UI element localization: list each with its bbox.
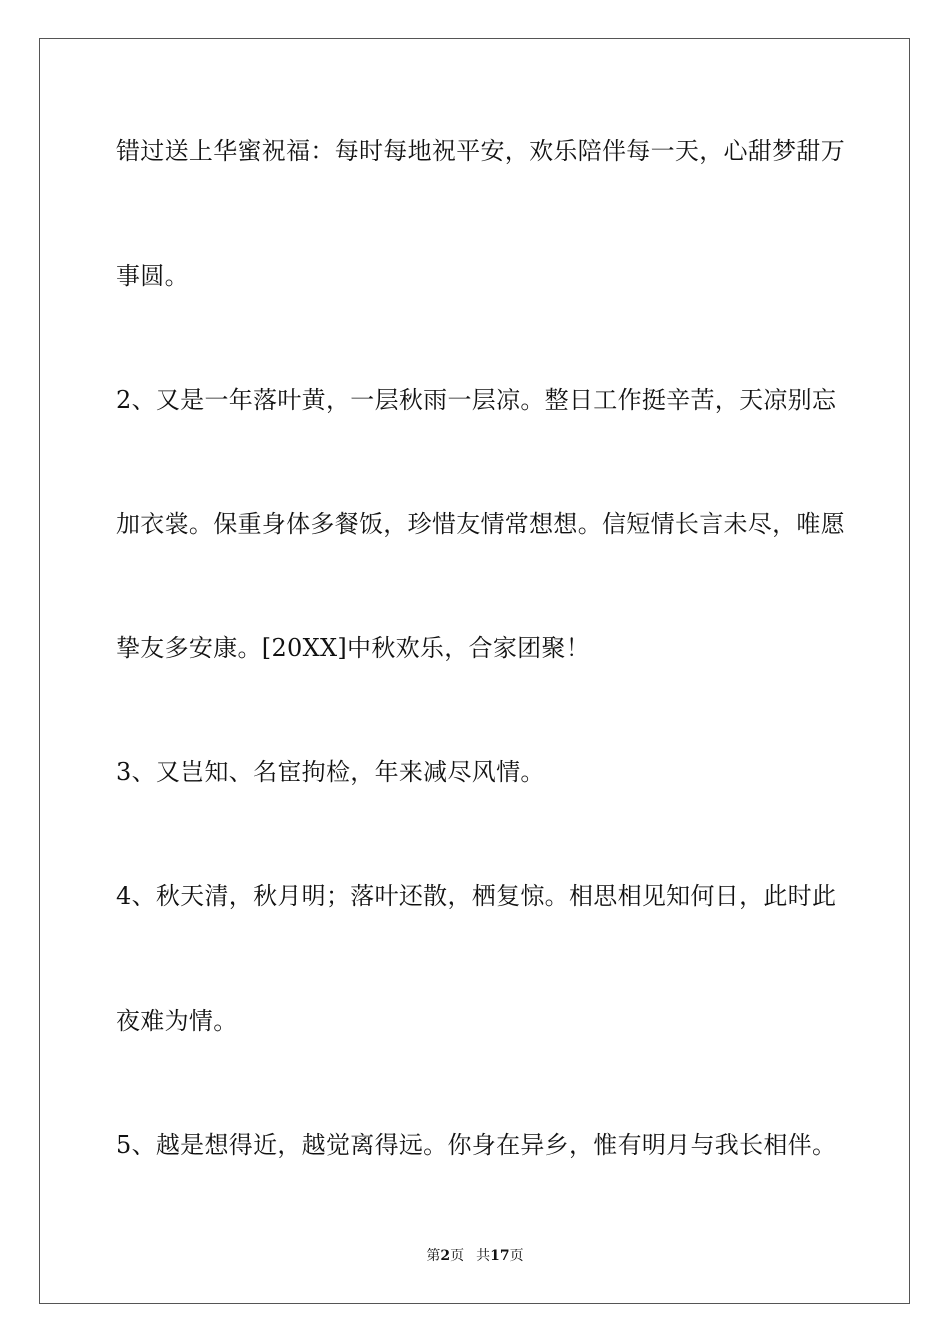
page-border xyxy=(39,38,910,1304)
text-line-7: 4、秋天清，秋月明；落叶还散，栖复惊。相思相见知何日，此时此 xyxy=(116,882,837,910)
text-line-5: 挚友多安康。[20XX]中秋欢乐，合家团聚！ xyxy=(116,634,591,662)
text-line-1: 错过送上华蜜祝福：每时每地祝平安，欢乐陪伴每一天，心甜梦甜万 xyxy=(116,137,845,165)
total-prefix: 共 xyxy=(476,1248,491,1264)
total-suffix: 页 xyxy=(509,1248,524,1264)
page-suffix: 页 xyxy=(450,1248,465,1264)
text-line-3: 2、又是一年落叶黄，一层秋雨一层凉。整日工作挺辛苦，天凉别忘 xyxy=(116,386,837,414)
text-line-8: 夜难为情。 xyxy=(116,1007,238,1035)
page-footer xyxy=(0,1246,950,1266)
page-prefix: 第 xyxy=(426,1248,441,1264)
text-line-6: 3、又岂知、名宦拘检，年来减尽风情。 xyxy=(116,758,545,786)
text-line-2: 事圆。 xyxy=(116,262,189,290)
text-line-4: 加衣裳。保重身体多餐饭，珍惜友情常想想。信短情长言未尽，唯愿 xyxy=(116,510,845,538)
total-pages: 17 xyxy=(490,1248,510,1264)
text-line-9: 5、越是想得近，越觉离得远。你身在异乡，惟有明月与我长相伴。 xyxy=(116,1131,837,1159)
page-number: 2 xyxy=(440,1248,451,1264)
